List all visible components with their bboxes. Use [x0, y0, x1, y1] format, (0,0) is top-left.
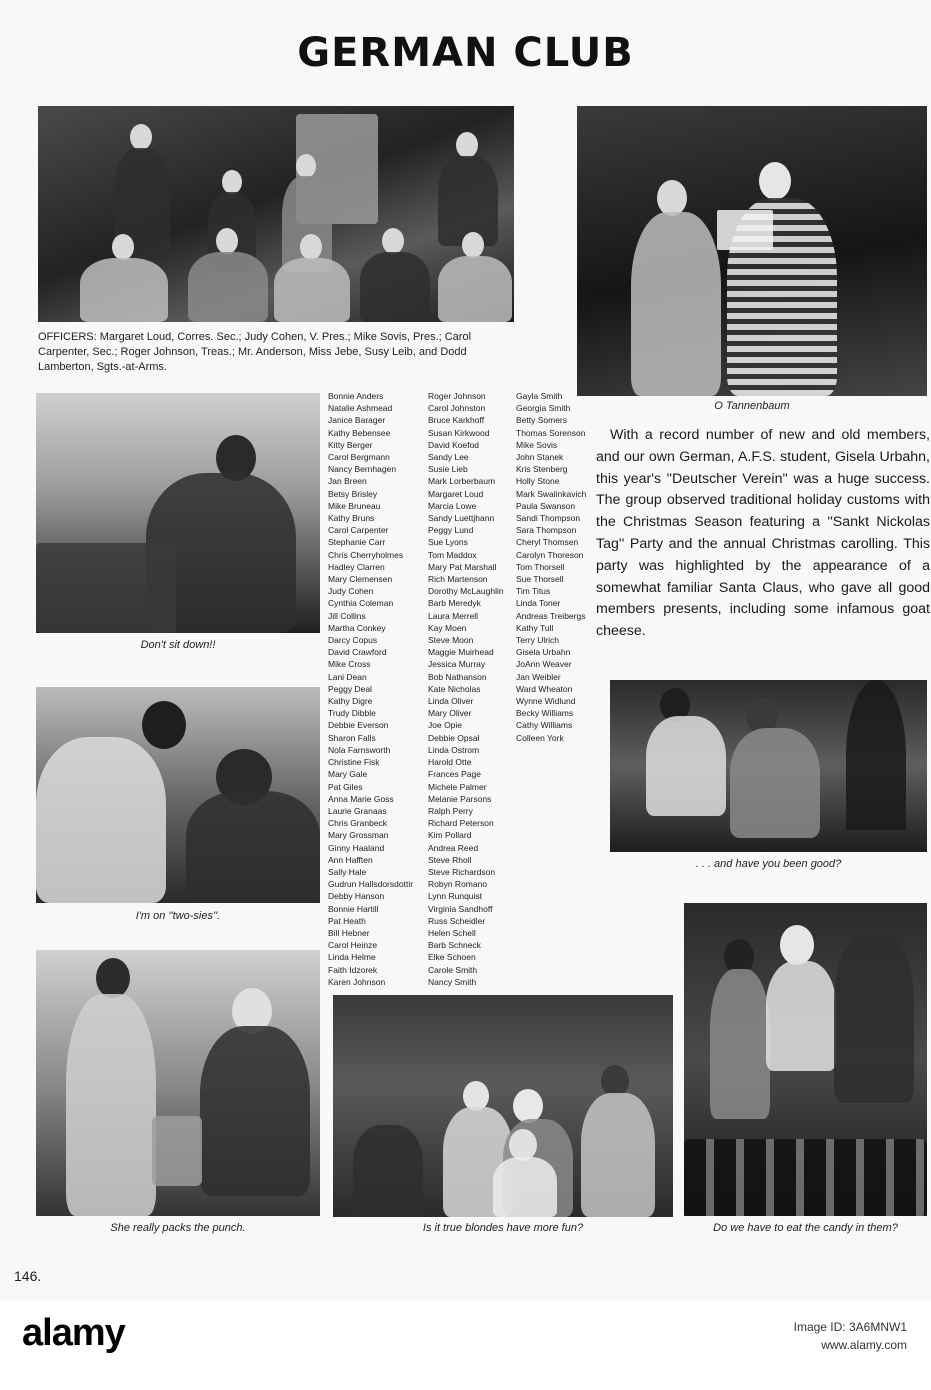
member-name: Harold Otte — [428, 757, 472, 768]
member-roster-column-3 — [516, 390, 600, 744]
member-name: Mary Gale — [328, 769, 368, 780]
member-name: Kim Pollard — [428, 830, 472, 841]
member-name: Debby Hanson — [328, 891, 385, 902]
blondes-caption: Is it true blondes have more fun? — [422, 1222, 584, 1234]
member-name: Gudrun Hallsdorsdottir — [328, 879, 414, 890]
member-name: Barb Schneck — [428, 940, 481, 951]
candy-photo — [684, 903, 927, 1216]
page-title: GERMAN CLUB — [297, 30, 634, 76]
member-name: Richard Peterson — [428, 818, 494, 829]
member-name: Peggy Lund — [428, 525, 474, 536]
member-name: Martha Conkey — [328, 622, 386, 633]
member-name: Kris Stenberg — [516, 464, 568, 475]
member-name: Roger Johnson — [428, 391, 486, 401]
member-name: Kathy Tull — [516, 622, 554, 633]
member-name: Kathy Bebensee — [328, 427, 391, 438]
member-name: Joe Opie — [428, 720, 463, 731]
page-number: 146. — [14, 1268, 42, 1284]
member-name: Bruce Karkhoff — [428, 415, 485, 426]
member-name: Chris Cherryholmes — [328, 549, 404, 560]
member-name: JoAnn Weaver — [516, 659, 572, 670]
member-name: Becky Williams — [516, 708, 574, 719]
member-name: Carolyn Thoreson — [516, 549, 584, 560]
member-name: Kitty Berger — [328, 439, 373, 450]
punch-caption: She really packs the punch. — [110, 1222, 246, 1234]
member-roster-column-1 — [328, 390, 428, 988]
sit-down-caption: Don't sit down!! — [140, 639, 216, 651]
member-name: Michele Palmer — [428, 781, 487, 792]
member-name: Cynthia Coleman — [328, 598, 394, 609]
member-name: Paula Swanson — [516, 500, 576, 511]
member-name: Mike Sovis — [516, 439, 558, 450]
member-name: Laurie Granaas — [328, 805, 387, 816]
member-name: Susie Lieb — [428, 464, 468, 475]
member-name: Peggy Deal — [328, 683, 372, 694]
tannenbaum-photo — [577, 106, 927, 396]
member-name: Steve Richardson — [428, 866, 496, 877]
member-name: Gayla Smith — [516, 391, 563, 401]
member-name: Natalie Ashmead — [328, 403, 393, 414]
member-name: Frances Page — [428, 769, 481, 780]
member-name: Betty Somers — [516, 415, 568, 426]
member-name: Holly Stone — [516, 476, 560, 487]
member-name: Barb Meredyk — [428, 598, 481, 609]
two-sies-caption: I'm on ''two-sies''. — [135, 910, 221, 922]
member-name: Trudy Dibble — [328, 708, 376, 719]
member-name: Steve Rholl — [428, 854, 472, 865]
member-name: Linda Toner — [516, 598, 561, 609]
member-name: Georgia Smith — [516, 403, 571, 414]
member-name: Carol Bergmann — [328, 452, 390, 463]
member-name: Carol Carpenter — [328, 525, 389, 536]
blondes-photo — [333, 995, 673, 1217]
member-name: Mark Swalinkavich — [516, 488, 587, 499]
member-name: Cathy Williams — [516, 720, 573, 731]
punch-photo — [36, 950, 320, 1216]
member-name: Judy Cohen — [328, 586, 374, 597]
member-name: Tom Thorsell — [516, 561, 565, 572]
member-name: Nancy Bernhagen — [328, 464, 397, 475]
member-name: Gisela Urbahn — [516, 647, 571, 658]
member-name: Bob Nathanson — [428, 671, 487, 682]
member-name: Laura Merrell — [428, 610, 479, 621]
member-name: Linda Ostrom — [428, 744, 480, 755]
officers-caption: OFFICERS: Margaret Loud, Corres. Sec.; Judy Cohen, V. Pres.; Mike Sovis, Pres.; Carol Carpenter, Sec.; Roger Johnson, Treas.; Mr. Anderson, Miss Jebe, Susy Leib, and Dodd Lamberton, Sgts.-at-Arms. — [38, 331, 472, 373]
alamy-logo: alamy — [22, 1312, 125, 1354]
member-name: Bonnie Anders — [328, 391, 384, 401]
member-name: Linda Helme — [328, 952, 376, 963]
member-name: Bill Hebner — [328, 927, 370, 938]
member-name: Mike Bruneau — [328, 500, 381, 511]
member-name: Sandy Luettjhann — [428, 513, 495, 524]
member-name: Debbie Everson — [328, 720, 389, 731]
member-name: Kathy Digre — [328, 696, 373, 707]
member-name: Carol Johnston — [428, 403, 486, 414]
member-name: Linda Oliver — [428, 696, 474, 707]
member-name: Lynn Runquist — [428, 891, 483, 902]
member-name: Pat Heath — [328, 915, 366, 926]
member-name: Chris Granbeck — [328, 818, 388, 829]
member-name: Thomas Sorenson — [516, 427, 586, 438]
member-name: Stephanie Carr — [328, 537, 386, 548]
member-name: Faith Idzorek — [328, 964, 378, 975]
member-name: Andreas Treibergs — [516, 610, 586, 621]
member-name: Janice Barager — [328, 415, 386, 426]
member-name: Sue Lyons — [428, 537, 468, 548]
site-link[interactable]: www.alamy.com — [821, 1338, 907, 1352]
member-name: Jill Collins — [328, 610, 366, 621]
member-name: Dorothy McLaughlin — [428, 586, 504, 597]
member-name: Ginny Haaland — [328, 842, 385, 853]
member-name: Helen Schell — [428, 927, 476, 938]
member-name: Mary Oliver — [428, 708, 472, 719]
member-name: Tom Maddox — [428, 549, 477, 560]
tannenbaum-caption: O Tannenbaum — [714, 400, 790, 412]
member-name: Marcia Lowe — [428, 500, 477, 511]
member-name: Robyn Romano — [428, 879, 488, 890]
member-name: Carol Heinze — [328, 940, 378, 951]
member-name: Nola Farnsworth — [328, 744, 391, 755]
member-name: Christine Fisk — [328, 757, 380, 768]
member-name: Nancy Smith — [428, 976, 477, 987]
member-name: Bonnie Hartill — [328, 903, 379, 914]
member-roster-column-2 — [428, 390, 516, 988]
member-name: Ralph Perry — [428, 805, 473, 816]
member-name: Virginia Sandhoff — [428, 903, 493, 914]
member-name: Ann Hafften — [328, 854, 373, 865]
member-name: Sandi Thompson — [516, 513, 581, 524]
member-name: Karen Johnson — [328, 976, 386, 987]
member-name: Terry Ulrich — [516, 635, 559, 646]
stock-meta — [794, 1318, 907, 1354]
member-name: Maggie Muirhead — [428, 647, 494, 658]
two-sies-photo — [36, 687, 320, 903]
candy-caption: Do we have to eat the candy in them? — [713, 1222, 898, 1234]
member-name: Anna Marie Goss — [328, 793, 394, 804]
good-caption: . . . and have you been good? — [695, 858, 842, 870]
member-name: Betsy Brisley — [328, 488, 378, 499]
member-name: Kate Nicholas — [428, 683, 481, 694]
member-name: Carole Smith — [428, 964, 478, 975]
member-name: David Koefod — [428, 439, 480, 450]
member-name: Colleen York — [516, 732, 564, 743]
member-name: Debbie Opsal — [428, 732, 480, 743]
sit-down-photo — [36, 393, 320, 633]
member-name: Mike Cross — [328, 659, 371, 670]
officers-photo — [38, 106, 514, 322]
member-name: Sally Hale — [328, 866, 367, 877]
member-name: Margaret Loud — [428, 488, 484, 499]
member-name: Mark Lorberbaum — [428, 476, 496, 487]
member-name: Jan Weibler — [516, 671, 561, 682]
member-name: Rich Martenson — [428, 574, 488, 585]
member-name: Wynne Widlund — [516, 696, 576, 707]
member-name: Ward Wheaton — [516, 683, 573, 694]
member-name: Hadley Clarren — [328, 561, 385, 572]
member-name: Mary Pat Marshall — [428, 561, 497, 572]
member-name: Jessica Murray — [428, 659, 486, 670]
member-name: Kathy Bruns — [328, 513, 375, 524]
member-name: Lani Dean — [328, 671, 367, 682]
club-story: With a record number of new and old members, and our own German, A.F.S. student, Gisela Urbahn, this year's ''Deutscher Verein'' was a huge success. The group observed traditional holiday customs with the Christmas Season featuring a ''Sankt Nickolas Tag'' Party and the annual Christmas carolling. This party was highlighted by the appearance of a somewhat familiar Santa Claus, who gave all good members presents, including some infamous goat cheese. — [596, 427, 930, 640]
member-name: Sharon Falls — [328, 732, 376, 743]
member-name: Sandy Lee — [428, 452, 469, 463]
member-name: Pat Giles — [328, 781, 363, 792]
member-name: Tim Titus — [516, 586, 551, 597]
member-name: Russ Scheidler — [428, 915, 486, 926]
member-name: Sue Thorsell — [516, 574, 564, 585]
member-name: Andrea Reed — [428, 842, 479, 853]
member-name: Steve Moon — [428, 635, 474, 646]
member-name: Cheryl Thomsen — [516, 537, 579, 548]
member-name: Susan Kirkwood — [428, 427, 490, 438]
member-name: Sara Thompson — [516, 525, 577, 536]
member-name: Mary Clemensen — [328, 574, 393, 585]
image-id: Image ID: 3A6MNW1 — [793, 1320, 907, 1334]
member-name: Mary Grossman — [328, 830, 389, 841]
stock-footer — [0, 1300, 931, 1390]
member-name: Elke Schoen — [428, 952, 476, 963]
good-photo — [610, 680, 927, 852]
member-name: David Crawford — [328, 647, 387, 658]
member-name: Jan Breen — [328, 476, 367, 487]
member-name: Darcy Copus — [328, 635, 378, 646]
member-name: Kay Moen — [428, 622, 467, 633]
member-name: Melanie Parsons — [428, 793, 492, 804]
member-name: John Stanek — [516, 452, 564, 463]
